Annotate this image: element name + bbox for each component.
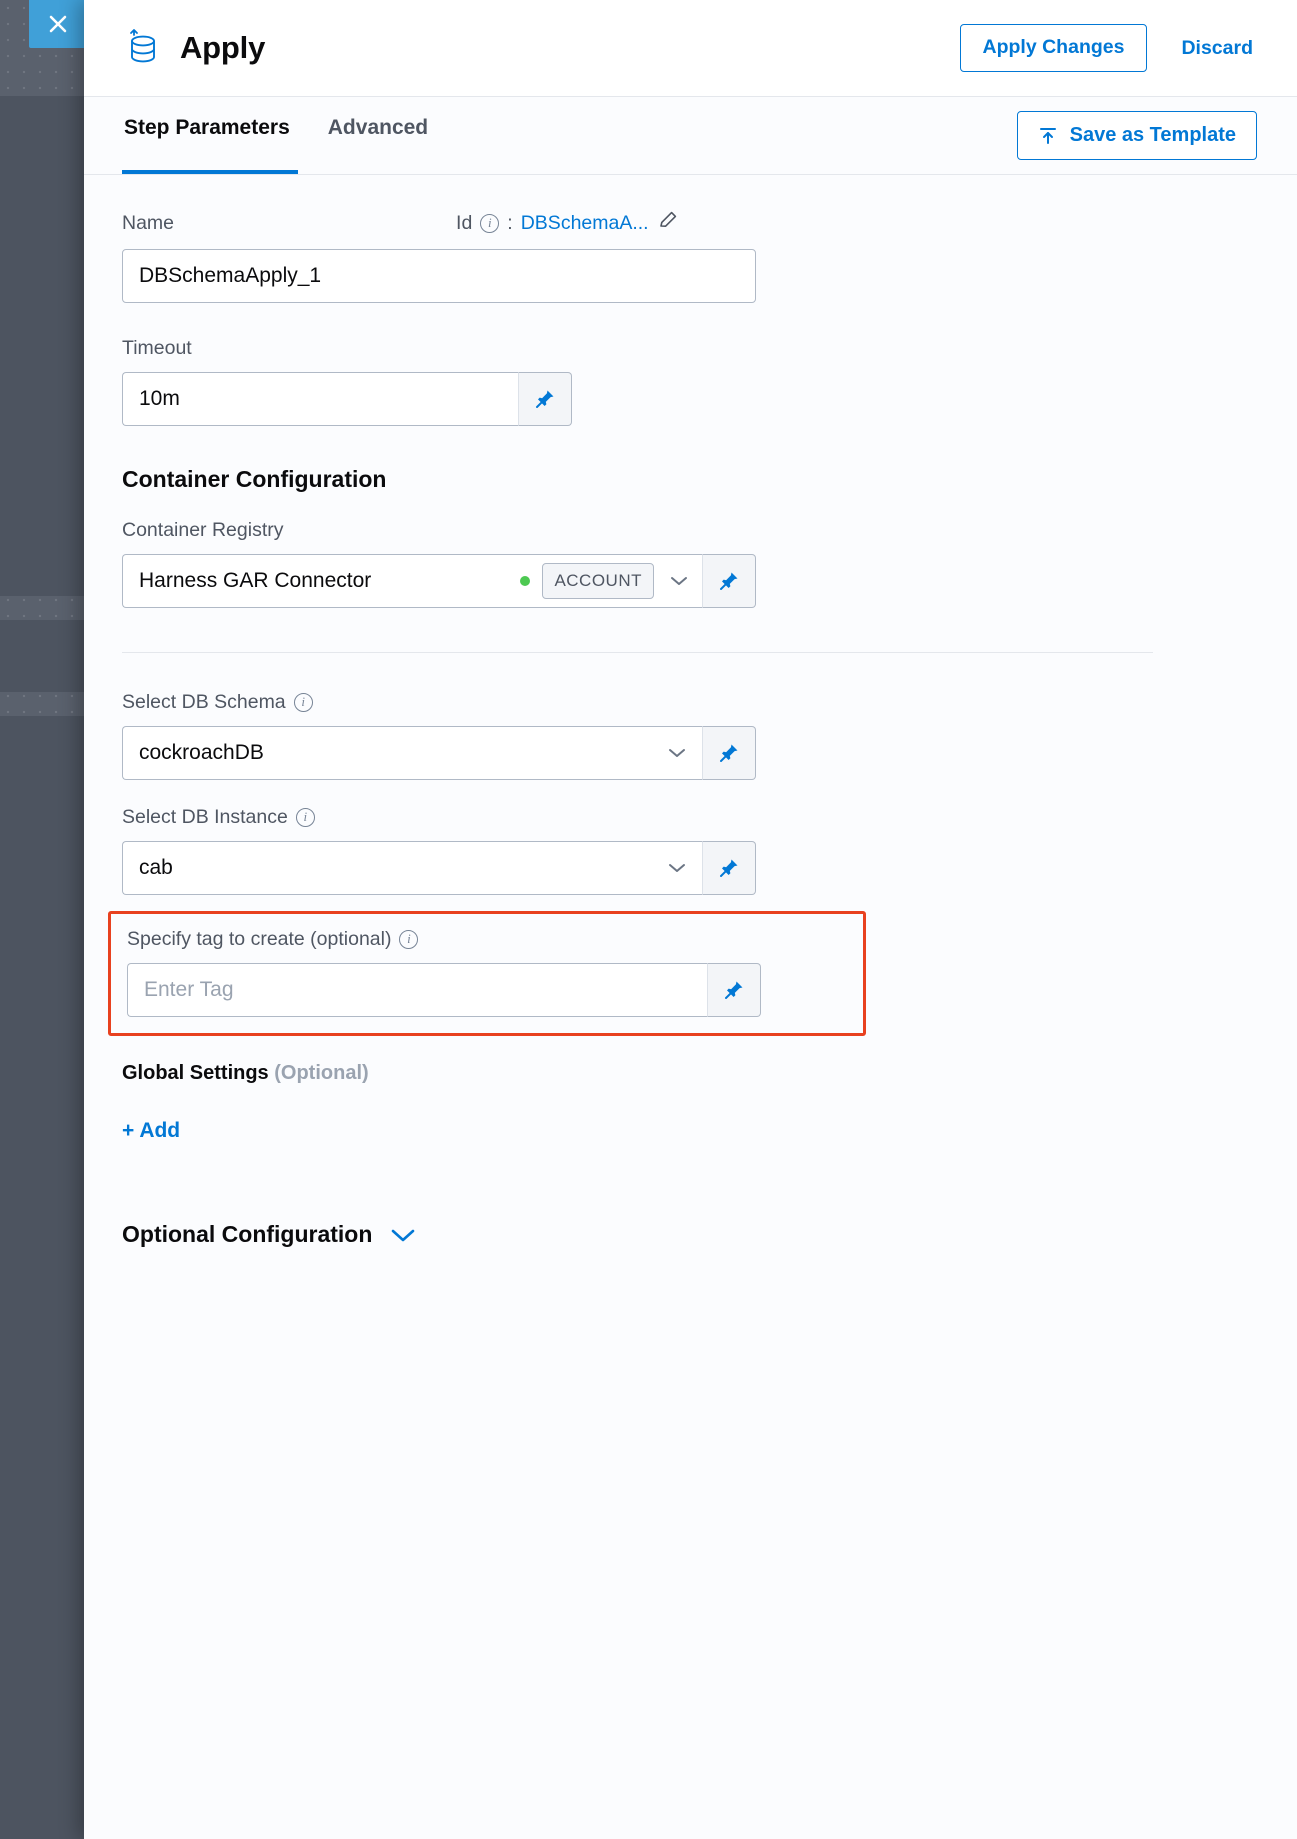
chevron-down-icon-registry[interactable] bbox=[666, 575, 692, 587]
save-as-template-label: Save as Template bbox=[1069, 124, 1236, 146]
timeout-input[interactable] bbox=[122, 372, 518, 426]
section-divider bbox=[122, 652, 1153, 653]
select-db-schema-runtime-input-button[interactable] bbox=[702, 726, 756, 780]
step-parameters-form bbox=[84, 175, 1297, 1839]
name-input-value: DBSchemaApply_1 bbox=[139, 264, 322, 287]
select-db-instance-runtime-input-button[interactable] bbox=[702, 841, 756, 895]
global-settings-label-row bbox=[122, 1062, 1257, 1085]
pin-icon bbox=[717, 856, 741, 880]
tabs-bar-actions bbox=[1017, 111, 1257, 174]
timeout-input-value: 10m bbox=[139, 387, 180, 410]
container-registry-select[interactable] bbox=[122, 554, 702, 608]
upload-template-icon bbox=[1038, 126, 1058, 146]
info-icon-tag[interactable]: i bbox=[399, 930, 418, 949]
chevron-down-icon bbox=[668, 747, 686, 759]
container-registry-runtime-input-button[interactable] bbox=[702, 554, 756, 608]
specify-tag-field bbox=[127, 963, 761, 1017]
select-db-instance-label: Select DB Instance bbox=[122, 806, 288, 828]
id-label: Id bbox=[456, 211, 473, 234]
chevron-down-icon-optional-config bbox=[390, 1227, 416, 1243]
select-db-instance-label-row bbox=[122, 806, 1257, 829]
save-as-template-button[interactable] bbox=[1017, 111, 1257, 160]
pin-icon bbox=[717, 741, 741, 765]
step-config-drawer bbox=[84, 0, 1297, 1839]
select-db-schema-label: Select DB Schema bbox=[122, 691, 286, 713]
drawer-header bbox=[84, 0, 1297, 97]
id-value: DBSchemaA... bbox=[520, 211, 649, 234]
close-drawer-button[interactable] bbox=[29, 0, 87, 48]
specify-tag-label-row bbox=[127, 928, 845, 951]
timeout-field bbox=[122, 372, 572, 426]
tabs-bar bbox=[84, 97, 1297, 175]
page-title: Apply bbox=[180, 30, 266, 65]
container-registry-scope-badge: ACCOUNT bbox=[542, 563, 654, 599]
info-icon-db-instance[interactable]: i bbox=[296, 808, 315, 827]
info-icon-id[interactable]: i bbox=[480, 214, 499, 233]
tab-list bbox=[122, 97, 448, 174]
id-separator: : bbox=[507, 211, 513, 234]
specify-tag-input[interactable] bbox=[127, 963, 707, 1017]
drawer-header-actions bbox=[960, 24, 1257, 72]
specify-tag-label: Specify tag to create (optional) bbox=[127, 928, 392, 950]
chevron-down-icon-db-schema[interactable] bbox=[664, 747, 690, 759]
info-icon-db-schema[interactable]: i bbox=[294, 693, 313, 712]
optional-configuration-label: Optional Configuration bbox=[122, 1221, 373, 1247]
tab-step-parameters-label: Step Parameters bbox=[124, 115, 290, 139]
drawer-header-left bbox=[122, 26, 265, 70]
name-label: Name bbox=[122, 211, 175, 234]
apply-changes-button[interactable]: Apply Changes bbox=[960, 24, 1148, 72]
name-input[interactable] bbox=[122, 249, 756, 303]
specify-tag-highlight bbox=[108, 911, 866, 1036]
select-db-schema-label-row bbox=[122, 691, 1257, 714]
tab-advanced-label: Advanced bbox=[327, 115, 429, 139]
edit-id-button[interactable] bbox=[657, 209, 679, 237]
specify-tag-runtime-input-button[interactable] bbox=[707, 963, 761, 1017]
container-registry-value: Harness GAR Connector bbox=[139, 569, 372, 592]
name-row-labels bbox=[122, 209, 1257, 237]
timeout-label: Timeout bbox=[122, 337, 192, 359]
discard-button[interactable]: Discard bbox=[1177, 31, 1257, 66]
select-db-instance-select[interactable] bbox=[122, 841, 702, 895]
tab-step-parameters[interactable] bbox=[122, 97, 312, 174]
content-fade bbox=[84, 1719, 1297, 1839]
pin-icon bbox=[722, 978, 746, 1002]
database-apply-icon bbox=[122, 26, 162, 70]
global-settings-optional: (Optional) bbox=[274, 1062, 369, 1084]
pin-icon bbox=[717, 569, 741, 593]
timeout-runtime-input-button[interactable] bbox=[518, 372, 572, 426]
specify-tag-placeholder: Enter Tag bbox=[144, 978, 234, 1001]
pin-icon bbox=[533, 387, 557, 411]
select-db-schema-field bbox=[122, 726, 756, 780]
close-icon bbox=[45, 11, 71, 37]
select-db-schema-select[interactable] bbox=[122, 726, 702, 780]
chevron-down-icon bbox=[668, 862, 686, 874]
tab-advanced[interactable] bbox=[312, 97, 448, 174]
add-global-setting-button[interactable]: + Add bbox=[122, 1119, 181, 1142]
container-configuration-title: Container Configuration bbox=[122, 466, 387, 492]
global-settings-label: Global Settings bbox=[122, 1062, 269, 1084]
select-db-instance-field bbox=[122, 841, 756, 895]
step-id-block bbox=[456, 209, 679, 237]
select-db-instance-value: cab bbox=[139, 856, 173, 879]
container-registry-field bbox=[122, 554, 756, 608]
optional-configuration-toggle[interactable] bbox=[122, 1221, 1257, 1248]
chevron-down-icon-db-instance[interactable] bbox=[664, 862, 690, 874]
chevron-down-icon bbox=[670, 575, 688, 587]
container-registry-label: Container Registry bbox=[122, 519, 284, 541]
connector-status-icon bbox=[520, 576, 530, 586]
pencil-icon bbox=[657, 209, 679, 231]
select-db-schema-value: cockroachDB bbox=[139, 741, 264, 764]
